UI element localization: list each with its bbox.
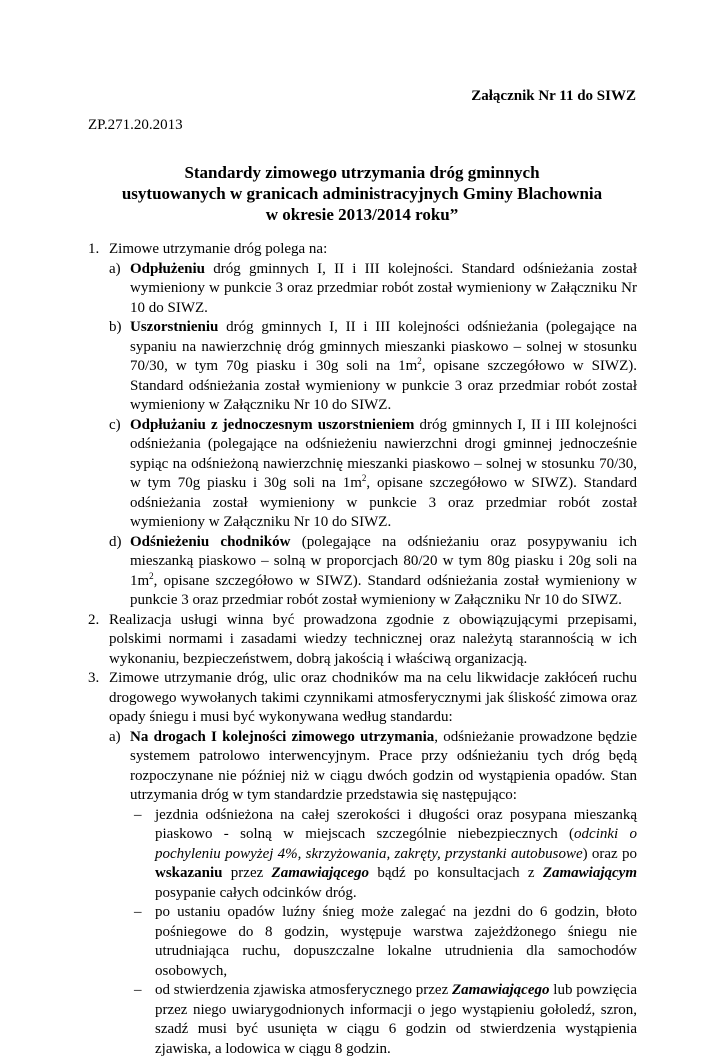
section-2 [88, 611, 637, 670]
section-number: 1. [88, 240, 99, 260]
section-number: 3. [88, 669, 99, 689]
bullet-bold: wskazaniu [155, 865, 223, 881]
subitem-text: dróg gminnych I, II i III kolejności odśnieżania (polegające na odśnieżeniu nawierzchni drogi gminnej jednocześnie sypiąc na odśnieżoną nawierzchnię mieszanki piaskowo – solnej w stosunku 70/30, w tym 70g piasku i 30g soli na 1m [130, 417, 637, 492]
subitem-text: dróg gminnych I, II i III kolejności. Standard odśnieżania został wymieniony w punkcie 3 oraz przedmiar robót został wymieniony w Załączniku Nr 10 do SIWZ. [130, 261, 637, 316]
bullet-bold-italic: Zamawiającego [452, 982, 550, 998]
subitem-marker: b) [109, 318, 122, 338]
title-line-1: Standardy zimowego utrzymania dróg gminnych [88, 162, 636, 183]
subitem-term: Uszorstnieniu [130, 319, 218, 335]
subitem-term: Odpłużaniu z jednoczesnym uszorstnieniem [130, 417, 414, 433]
bullet-text: jezdnia odśnieżona na całej szerokości i długości oraz posypana mieszanką piaskowo - solną w miejscach szczególnie niebezpiecznych ( [155, 807, 637, 843]
superscript: 2 [417, 356, 422, 366]
subitem-term: Na drogach I kolejności zimowego utrzymania [130, 729, 434, 745]
dash-marker: – [134, 903, 142, 923]
subitem-text-cont: , opisane szczegółowo w SIWZ). Standard odśnieżania został wymieniony w punkcie 3 oraz przedmiar robót został wymieniony w Załączniku Nr 10 do SIWZ. [130, 573, 637, 609]
bullet-text: lub powzięcia przez niego uwiarygodnionych informacji o jego wystąpieniu gołoledź, szron, szadź musi być usunięta w ciągu 6 godzin od stwierdzenia wystąpienia zjawiska, a lodowica w ciągu 8 godzin. [155, 982, 637, 1057]
reference-number: ZP.271.20.2013 [88, 116, 183, 136]
document-title [88, 162, 636, 225]
section-intro: Zimowe utrzymanie dróg polega na: [109, 240, 637, 260]
title-line-3: w okresie 2013/2014 roku” [88, 204, 636, 225]
bullet-text: posypanie całych odcinków dróg. [155, 885, 357, 901]
subitem-marker: a) [109, 260, 121, 280]
subitem-text: , odśnieżanie prowadzone będzie systemem patrolowo interwencyjnym. Prace przy odśnieżaniu tych dróg będą rozpoczynane nie później niż w ciągu dwóch godzin od wystąpienia opadów. Stan utrzymania dróg w tym standardzie przedstawia się następująco: [130, 729, 637, 804]
subitem-1a [109, 260, 637, 319]
bullet-2 [130, 903, 637, 981]
title-line-2: usytuowanych w granicach administracyjnych Gminy Blachownia [88, 183, 636, 204]
bullet-text: bądź po konsultacjach z [369, 865, 543, 881]
subitem-marker: d) [109, 533, 122, 553]
subitem-text-cont: , opisane szczegółowo w SIWZ). Standard odśnieżania został wymieniony w punkcie 3 oraz przedmiar robót został wymieniony w Załączniku Nr 10 do SIWZ. [130, 475, 637, 530]
annex-label: Załącznik Nr 11 do SIWZ [471, 87, 636, 107]
subitem-1d [109, 533, 637, 611]
subitem-1c [109, 416, 637, 533]
subitem-text: (polegające na odśnieżaniu oraz posypywaniu ich mieszanką piaskowo – solną w proporcjach 80/20 w tym 80g piasku i 20g soli na 1m [130, 534, 637, 589]
bullet-1 [130, 806, 637, 904]
superscript: 2 [362, 473, 367, 483]
bullet-italic: odcinki o pochyleniu powyżej 4%, skrzyżowania, zakręty, przystanki autobusowe [155, 826, 637, 862]
bullet-text: ) oraz po [583, 846, 637, 862]
section-3 [88, 669, 637, 1059]
bullet-bold-italic: Zamawiającego [272, 865, 370, 881]
subitem-marker: a) [109, 728, 121, 748]
bullet-text: od stwierdzenia zjawiska atmosferycznego przez [155, 982, 452, 998]
subitem-marker: c) [109, 416, 121, 436]
subitem-3a [109, 728, 637, 1059]
dash-marker: – [134, 981, 142, 1001]
section-1 [88, 240, 637, 611]
subitem-term: Odpłużeniu [130, 261, 205, 277]
superscript: 2 [149, 571, 154, 581]
bullet-text: po ustaniu opadów luźny śnieg może zalegać na jezdni do 6 godzin, błoto pośniegowe do 8 godzin, występuje warstwa zajeżdżonego śniegu nie utrudniająca ruchu, dopuszczalne lokalne utrudnienia dla samochodów osobowych, [155, 904, 637, 979]
document-body [88, 240, 637, 1059]
bullet-bold-italic: Zamawiającym [543, 865, 637, 881]
bullet-text: przez [223, 865, 272, 881]
subitem-1b [109, 318, 637, 416]
dash-marker: – [134, 806, 142, 826]
subitem-text: dróg gminnych I, II i III kolejności odśnieżania (polegające na sypaniu na nawierzchnię dróg gminnych mieszanki piaskowo – solnej w stosunku 70/30, w tym 70g piasku i 30g soli na 1m [130, 319, 637, 374]
subitem-text-cont: , opisane szczegółowo w SIWZ). Standard odśnieżania został wymieniony w punkcie 3 oraz przedmiar robót został wymieniony w Załączniku Nr 10 do SIWZ. [130, 358, 637, 413]
bullet-3 [130, 981, 637, 1059]
section-intro: Zimowe utrzymanie dróg, ulic oraz chodników ma na celu likwidacje zakłóceń ruchu drogowego wywołanych takimi czynnikami atmosferycznymi jak śliskość zimowa oraz opady śniegu i musi być wykonywana według standardu: [109, 669, 637, 728]
subitem-term: Odśnieżeniu chodników [130, 534, 290, 550]
section-number: 2. [88, 611, 99, 631]
section-text: Realizacja usługi winna być prowadzona zgodnie z obowiązującymi przepisami, polskimi normami i zasadami wiedzy technicznej oraz należytą starannością w ich wykonaniu, bezpieczeństwem, dobrą jakością i właściwą organizacją. [109, 612, 637, 667]
